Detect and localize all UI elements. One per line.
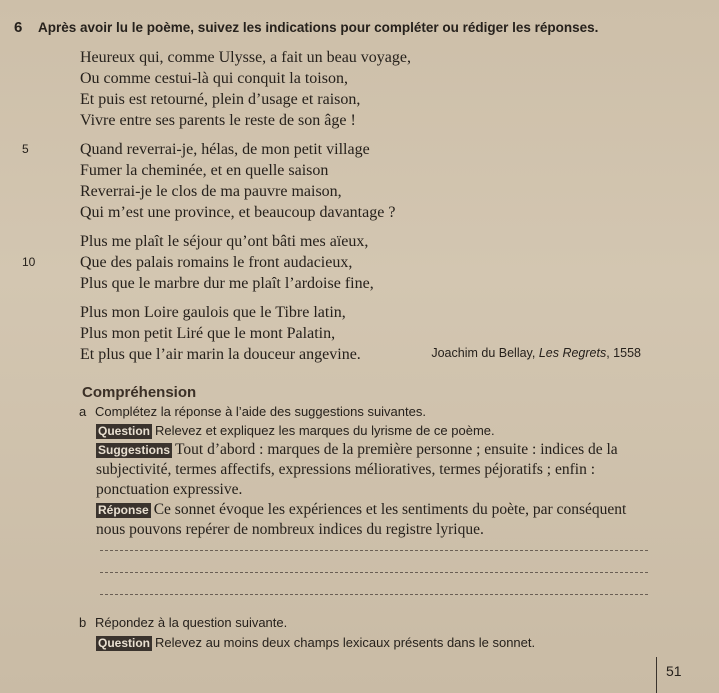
part-a-answer xyxy=(96,500,656,540)
verse-number: 10 xyxy=(22,255,36,269)
attribution-work: Les Regrets xyxy=(538,346,607,360)
verse xyxy=(80,302,700,323)
part-b-instruction xyxy=(79,615,287,630)
verse xyxy=(80,68,700,89)
verse-text: Heureux qui, comme Ulysse, a fait un beau voyage, xyxy=(80,49,412,66)
verse xyxy=(80,110,700,131)
verse-text: Quand reverrai-je, hélas, de mon petit village xyxy=(80,141,370,158)
part-a-question xyxy=(96,423,495,439)
verse-text: Plus que le marbre dur me plaît l’ardoise fine, xyxy=(80,275,374,292)
suggestions-text: Tout d’abord : marques de la première personne ; ensuite : indices de la subjectivité, termes affectifs, expressions mélioratives, termes péjoratifs ; enfin : ponctuation expressive. xyxy=(96,441,618,498)
verse xyxy=(22,252,700,273)
question-tag: Question xyxy=(98,636,151,650)
attribution-author: Joachim du Bellay, xyxy=(431,346,539,360)
part-b-letter: b xyxy=(79,615,87,630)
stanza-3 xyxy=(22,231,700,294)
exercise-number: 6 xyxy=(14,19,23,36)
question-text: Relevez et expliquez les marques du lyrisme de ce poème. xyxy=(155,423,495,438)
attribution-year: , 1558 xyxy=(606,346,641,360)
part-a-text: Complétez la réponse à l’aide des suggestions suivantes. xyxy=(95,404,426,419)
verse-text: Et plus que l’air marin la douceur angevine. xyxy=(80,346,361,363)
part-b-text: Répondez à la question suivante. xyxy=(95,615,288,630)
page-number: 51 xyxy=(666,663,682,679)
page-number-rule xyxy=(656,657,657,693)
verse xyxy=(80,89,700,110)
verse xyxy=(80,273,700,294)
answer-line[interactable] xyxy=(100,594,648,595)
verse xyxy=(80,202,700,223)
verse-text: Qui m’est une province, et beaucoup davantage ? xyxy=(80,204,396,221)
part-a-suggestions xyxy=(96,440,656,500)
verse-text: Reverrai-je le clos de ma pauvre maison, xyxy=(80,183,342,200)
answer-line[interactable] xyxy=(100,550,648,551)
answer-tag: Réponse xyxy=(98,503,149,517)
verse-text: Ou comme cestui-là qui conquit la toison, xyxy=(80,70,348,87)
verse-text: Plus me plaît le séjour qu’ont bâti mes aïeux, xyxy=(80,233,369,250)
verse xyxy=(80,181,700,202)
verse xyxy=(80,160,700,181)
verse-text: Plus mon Loire gaulois que le Tibre latin, xyxy=(80,304,346,321)
verse xyxy=(22,139,700,160)
question-text: Relevez au moins deux champs lexicaux présents dans le sonnet. xyxy=(155,635,536,650)
verse-text: Plus mon petit Liré que le mont Palatin, xyxy=(80,325,336,342)
part-b-question xyxy=(96,635,535,651)
answer-text: Ce sonnet évoque les expériences et les sentiments du poète, par conséquent nous pouvons repérer de nombreux indices du registre lyrique. xyxy=(96,501,627,538)
comprehension-heading: Compréhension xyxy=(82,384,197,401)
stanza-2 xyxy=(22,139,700,223)
part-a-letter: a xyxy=(79,404,87,419)
verse-number: 5 xyxy=(22,142,29,156)
verse xyxy=(80,323,700,344)
stanza-1 xyxy=(80,47,700,131)
answer-line[interactable] xyxy=(100,572,648,573)
verse-text: Fumer la cheminée, et en quelle saison xyxy=(80,162,329,179)
part-a-instruction xyxy=(79,404,426,419)
verse-text: Et puis est retourné, plein d’usage et raison, xyxy=(80,91,361,108)
poem xyxy=(22,47,700,373)
verse-text: Que des palais romains le front audacieux, xyxy=(80,254,353,271)
suggestions-tag: Suggestions xyxy=(98,443,171,457)
verse xyxy=(80,231,700,252)
verse-text: Vivre entre ses parents le reste de son âge ! xyxy=(80,112,356,129)
verse xyxy=(80,47,700,68)
question-tag: Question xyxy=(98,424,151,438)
poem-attribution xyxy=(431,346,641,360)
exercise-instruction: Après avoir lu le poème, suivez les indications pour compléter ou rédiger les réponses. xyxy=(38,20,599,35)
